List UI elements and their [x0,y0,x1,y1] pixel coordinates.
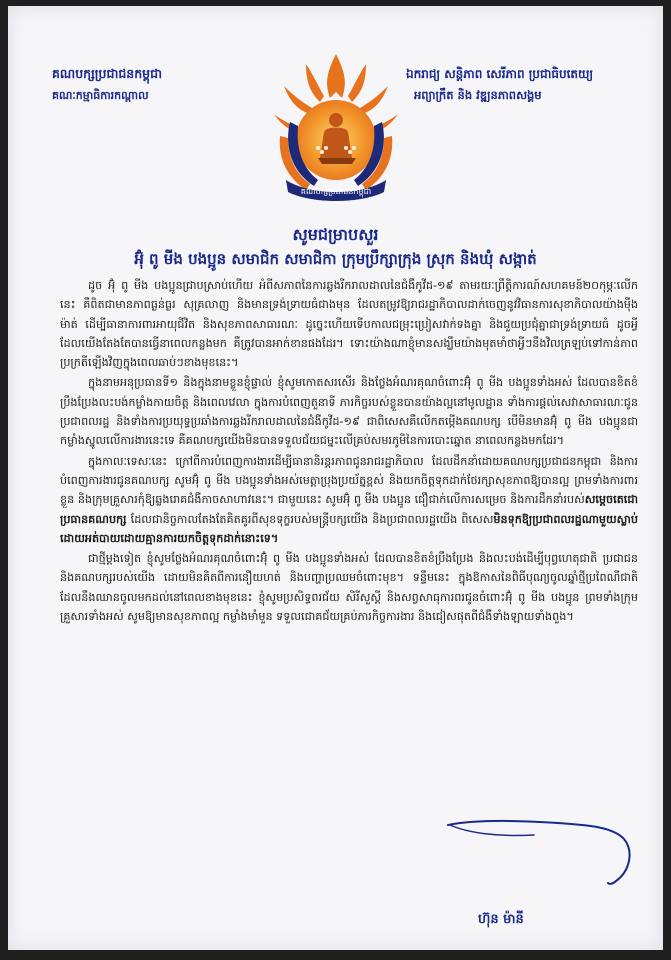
letter-body [60,276,638,627]
signer-name: ហ៊ុន ម៉ានី [478,912,524,927]
paragraph-3 [60,452,638,548]
emphasis-party-president: សម្តេចតេជោប្រធានគណបក្ស [60,493,638,526]
national-motto [406,66,656,105]
paragraph-2: ក្នុងនាមអនុប្រធានទី១ និងក្នុងនាមខ្លួនខ្ញុំផ្ទាល់ ខ្ញុំសូមកោតសរសើរ និងថ្លែងអំណរគុណចំពោះអ៊ុំ ពូ មីង បងប្អូនទាំងអស់ ដែលបានខិតខំប្រឹងប្រែងលះបង់កម្លាំងកាយចិត្ត និងពេលវេលា ក្នុងការបំពេញតួនាទី ភារកិច្ចរបស់ខ្លួនបានយ៉ាងល្អនៅមូលដ្ឋាន ទាំងការផ្តល់សេវាសាធារណៈជូនប្រជាពលរដ្ឋ និងទាំងការប្រយុទ្ធប្រឆាំងការឆ្លងរីករាលដាលនៃជំងឺកូវីដ-១៩ ជាពិសេសគឺលើកតម្កើងគណបក្ស បើមិនមានអ៊ុំ ពូ មីង បងប្អូនជាកម្លាំងស្នូលលើការងារនេះទេ គឺគណបក្សយើងមិនបានទទួលជ័យជម្នះលើគ្រប់សមរភូមិនៃការបោះឆ្នោត នាពេលកន្លងមកដែរ។ [60,376,638,448]
party-name: គណបក្សប្រជាជនកម្ពុជា [52,66,162,81]
addressee-title: អ៊ុំ ពូ មីង បងប្អូន សមាជិក សមាជិកា ក្រុមប្រឹក្សាក្រុង ស្រុក និងឃុំ សង្កាត់ [134,250,537,268]
paragraph-4: ជាថ្មីម្តងទៀត ខ្ញុំសូមថ្លែងអំណរគុណចំពោះអ៊ុំ ពូ មីង បងប្អូនទាំងអស់ ដែលបានខិតខំប្រឹងប្រែង និងលះបង់ដើម្បីបុព្វហេតុជាតិ ប្រជាជន និងគណបក្សរបស់យើង ដោយមិនគិតពីការនឿយហត់ និងបញ្ហាប្រឈមចំពោះមុខ។ ទន្ទឹមនេះ ក្នុងឱកាសនៃពិធីបុណ្យចូលឆ្នាំថ្មីប្រពៃណីជាតិ ដែលនឹងឈានចូលមកដល់នៅពេលខាងមុខនេះ ខ្ញុំសូមប្រសិទ្ធពរជ័យ សិរីសួស្តី និងសព្វសាធុការពរជូនចំពោះអ៊ុំ ពូ មីង បងប្អូន ព្រមទាំងក្រុមគ្រួសារទាំងអស់ សូមឱ្យមានសុខភាពល្អ កម្លាំងមាំមួន ទទួលជោគជ័យគ្រប់ភារកិច្ចការងារ និងជៀសផុតពីជំងឺទាំងឡាយទាំងពួង។ [60,552,638,624]
motto-line-1: ឯករាជ្យ សន្តិភាព សេរីភាព ប្រជាធិបតេយ្យ [406,67,594,81]
logo-banner-text: គណបក្សប្រជាជនកម្ពុជា [300,187,372,196]
paragraph-3-middle: ដែលជានិច្ចកាលតែងតែគិតគូរពីសុខទុក្ខរបស់មន្ត្រីបក្សយើង និងប្រជាពលរដ្ឋយើង ពិសេស [126,512,494,526]
greeting-title: សូមជម្រាបសួរ [292,225,379,244]
party-logo [266,52,406,202]
party-header [52,66,222,105]
motto-line-2: អព្យាក្រឹត និង វឌ្ឍនភាពសង្គម [414,88,542,102]
emphasis-no-one-left-behind: មិនទុកឱ្យប្រជាពលរដ្ឋណាមួយស្លាប់ដោយអត់បាយដោយគ្មានការយកចិត្តទុកដាក់នោះទេ។ [60,512,638,545]
handwritten-signature [438,811,638,891]
paragraph-1: ដូច អ៊ុំ ពូ មីង បងប្អូនជ្រាបស្រាប់ហើយ អំពីសភាពនៃការឆ្លងរីករាលដាលនៃជំងឺកូវីដ-១៩ តាមរយៈព្រឹត្តិការណ៍សហគមន៍២០កុម្ភៈលើកនេះ គឺពិតជាមានភាពធ្ងន់ធ្ងរ សុគ្រលាញ និងមានទ្រង់ទ្រាយធំជាងមុន ដែលតម្រូវឱ្យរាជរដ្ឋាភិបាលដាក់ចេញនូវវិធានការសុខាភិបាលយ៉ាងម៉ឺងម៉ាត់ ដើម្បីធានាការពារអាយុជីវិត និងសុខភាពសាធារណៈ ដូច្នេះហើយទើបកាលជម្រុះប្រៀសវាក់ទងគ្នា និងជួយប្រជុំគ្នាជាទ្រង់ទ្រាយធំ ដូចអ្វីដែលយើងតែងតែបានធ្វើនាពេលកន្លងមក គឺត្រូវបានអាក់ខានផងដែរ។ ទោះយ៉ាងណាខ្ញុំមានសង្ឃឹមយ៉ាងមុតមាំថាអ្វីៗនឹងវិលត្រឡប់ទៅកាន់ភាពប្រក្រតីឡើងវិញក្នុងពេលឆាប់ៗខាងមុខនេះ។ [60,279,638,370]
paragraph-3-start: ក្នុងកាលៈទេសៈនេះ ក្រៅពីការបំពេញការងារដើម្បីធានានិរន្តរភាពជូនរាជរដ្ឋាភិបាល ដែលដឹកនាំដោយគណបក្សប្រជាជនកម្ពុជា និងការបំពេញការងារជូនគណបក្ស សូមអ៊ុំ ពូ មីង បងប្អូនទាំងអស់មេត្តាប្រុងប្រយ័ត្នខ្ពស់ និងយកចិត្តទុកដាក់ថែរក្សាសុខភាពឱ្យបានល្អ ព្រមទាំងការពារខ្លួន និងក្រុមគ្រួសារកុំឱ្យឆ្លងរោគជំងឺកាចសាហាវនេះ។ ជាមួយនេះ សូមអ៊ុំ ពូ មីង បងប្អូន ជឿជាក់លើការសម្រេច និងការដឹកនាំរបស់ [60,454,638,507]
committee-name: គណៈកម្មាធិការកណ្តាល [52,89,149,102]
letter-page [8,6,663,950]
